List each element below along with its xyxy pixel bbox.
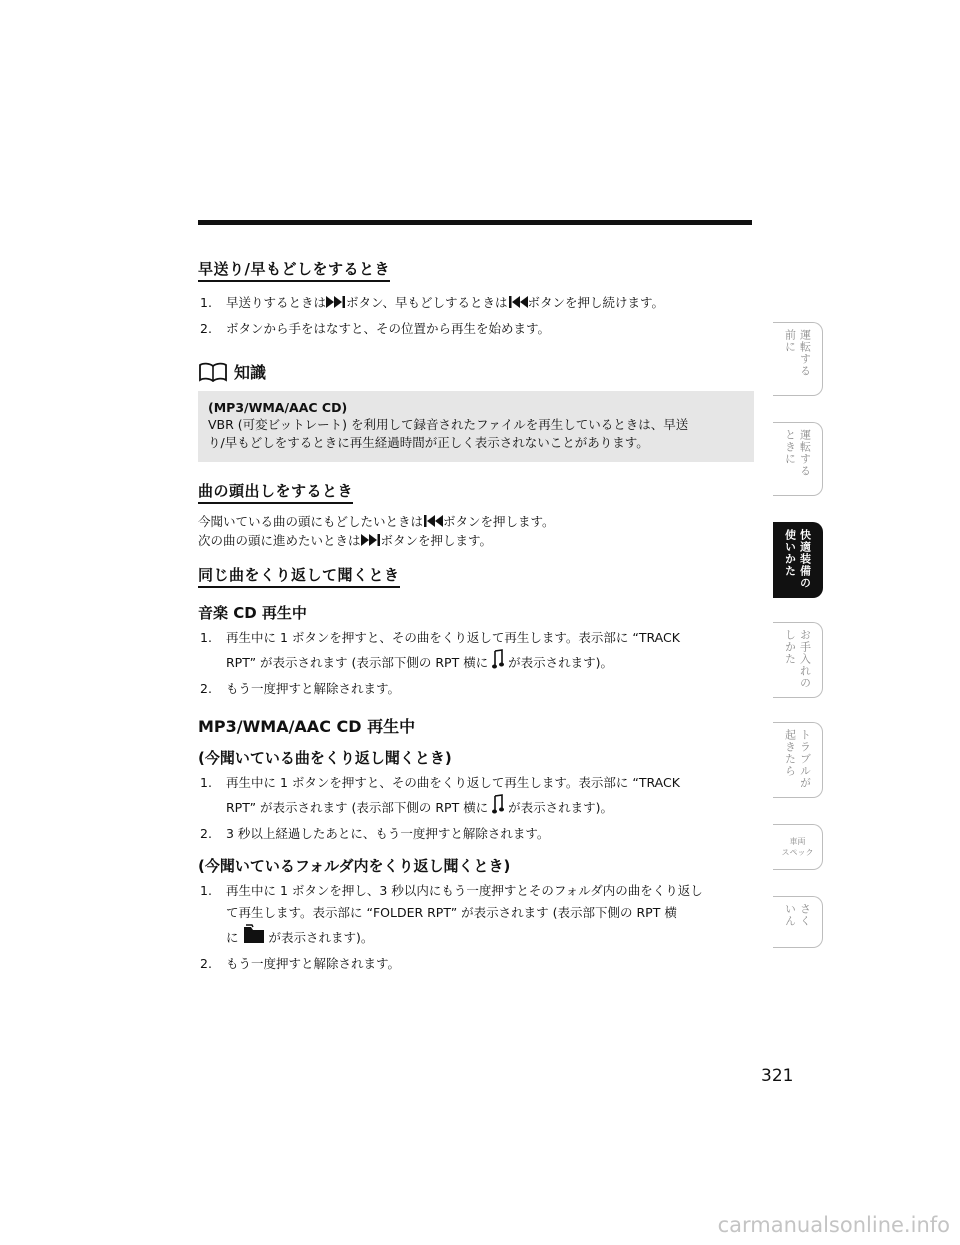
heading-mp3-track: (今聞いている曲をくり返し聞くとき) <box>198 749 452 767</box>
rewind-icon <box>508 295 528 309</box>
heading-repeat: 同じ曲をくり返して聞くとき <box>198 564 400 588</box>
tab-comfort-features[interactable]: 快適装備の 使いかた <box>773 522 823 598</box>
open-book-icon <box>198 362 228 382</box>
heading-mp3-folder: (今聞いているフォルダ内をくり返し聞くとき) <box>198 857 511 875</box>
knowledge-body-line: り/早もどしをするときに再生経過時間が正しく表示されないことがあります。 <box>208 435 649 450</box>
list-item: 2. もう一度押すと解除されます。 <box>200 956 401 971</box>
list-item: 2. もう一度押すと解除されます。 <box>200 681 401 696</box>
tab-vehicle-specs[interactable]: 車両 スペック <box>773 824 823 870</box>
knowledge-body-line: VBR (可変ビットレート) を利用して録音されたファイルを再生しているときは、早送 <box>208 417 689 432</box>
heading-cd: 音楽 CD 再生中 <box>198 604 307 622</box>
cue-line: 次の曲の頭に進めたいときは ボタンを押します。 <box>198 533 493 548</box>
list-item: 2. 3 秒以上経過したあとに、もう一度押すと解除されます。 <box>200 826 550 841</box>
knowledge-box <box>198 391 754 462</box>
item-number: 2. <box>200 321 212 336</box>
top-rule <box>198 220 752 225</box>
fast-forward-icon <box>326 295 346 309</box>
music-note-icon <box>492 794 504 814</box>
tab-while-driving[interactable]: 運転する ときに <box>773 422 823 496</box>
cd-list <box>198 627 754 700</box>
mp3-folder-list <box>198 880 754 975</box>
page-number: 321 <box>761 1066 794 1086</box>
folder-icon <box>243 924 265 944</box>
rewind-icon <box>423 514 443 528</box>
tab-before-driving[interactable]: 運転する 前に <box>773 322 823 396</box>
tab-index[interactable]: さく いん <box>773 896 823 948</box>
heading-mp3: MP3/WMA/AAC CD 再生中 <box>198 717 416 736</box>
heading-fast-forward: 早送り/早もどしをするとき <box>198 258 390 282</box>
tab-maintenance[interactable]: お手入れの しかた <box>773 622 823 698</box>
knowledge-label: 知識 <box>234 363 267 382</box>
cue-line: 今聞いている曲の頭にもどしたいときは ボタンを押します。 <box>198 514 555 529</box>
knowledge-title: (MP3/WMA/AAC CD) <box>208 400 348 415</box>
music-note-icon <box>492 649 504 669</box>
list-item: 2. ボタンから手をはなすと、その位置から再生を始めます。 <box>198 318 754 340</box>
item-number: 1. <box>200 295 212 310</box>
list-item: 1. 再生中に 1 ボタンを押し、3 秒以内にもう一度押すとそのフォルダ内の曲をくり返し て再生します。表示部に “FOLDER RPT” が表示されます (表示部下側の RPT 横 に が表示されます)。 <box>200 883 703 945</box>
fast-forward-icon <box>361 533 381 547</box>
mp3-track-list <box>198 772 754 845</box>
watermark: carmanualsonline.info <box>717 1213 950 1237</box>
list-item: 1. 再生中に 1 ボタンを押すと、その曲をくり返して再生します。表示部に “TRACK RPT” が表示されます (表示部下側の RPT 横に が表示されます)。 <box>200 775 680 815</box>
list-item: 1. 早送りするときは ボタン、早もどしするときは ボタンを押し続けます。 <box>198 292 754 314</box>
knowledge-header <box>198 360 754 383</box>
heading-cue: 曲の頭出しをするとき <box>198 480 353 504</box>
list-item: 1. 再生中に 1 ボタンを押すと、その曲をくり返して再生します。表示部に “TRACK RPT” が表示されます (表示部下側の RPT 横に が表示されます)。 <box>200 630 680 670</box>
page-content <box>198 258 754 975</box>
tab-troubleshooting[interactable]: トラブルが 起きたら <box>773 722 823 798</box>
ff-list <box>198 292 754 340</box>
